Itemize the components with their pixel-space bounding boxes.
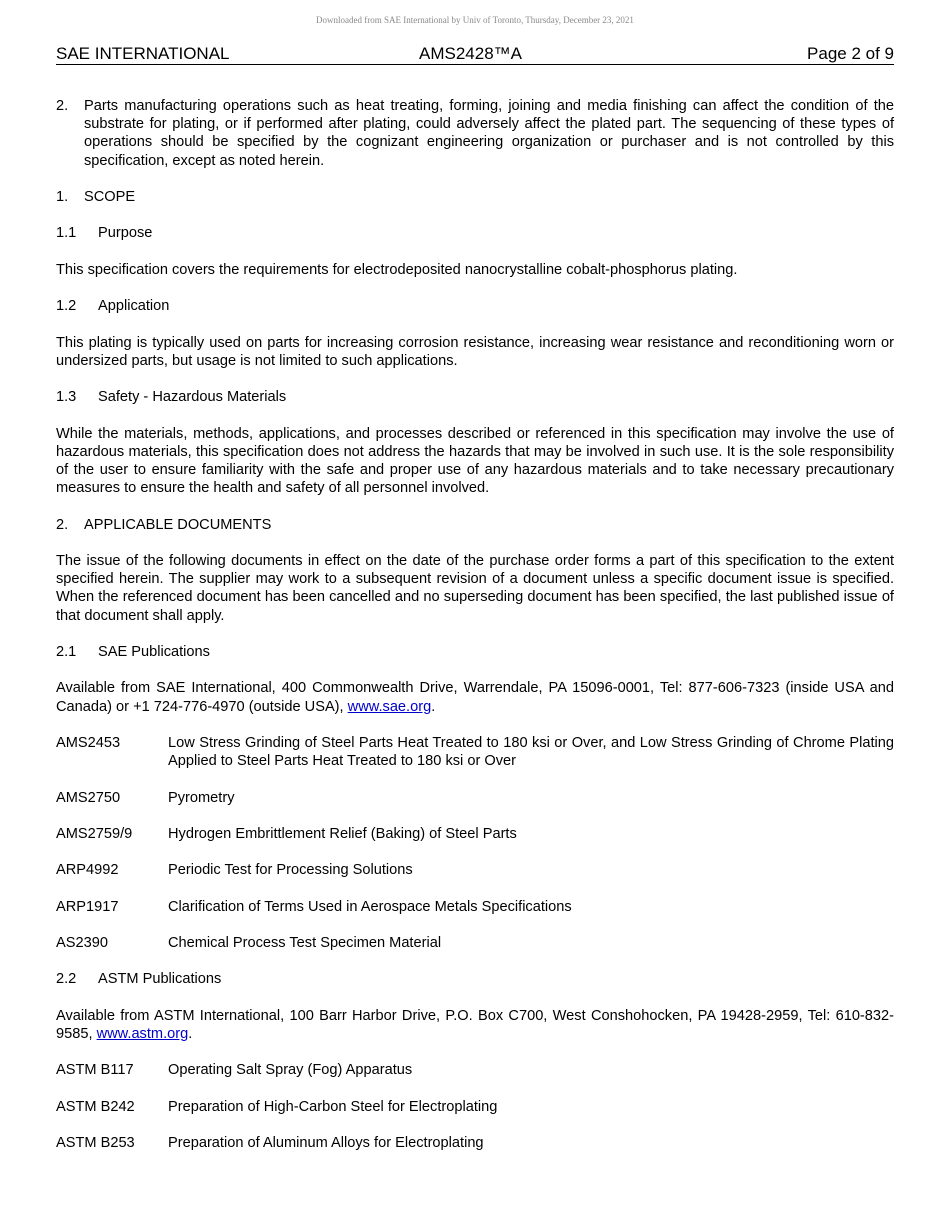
subsection-heading-application — [56, 297, 894, 315]
reference-item — [56, 898, 894, 916]
reference-code: ARP4992 — [56, 862, 119, 879]
note-text: Parts manufacturing operations such as heat treating, forming, joining and media finishing can affect the condition of the substrate for plating, or if performed after plating, could adversely affect the plated part. The sequencing of these types of operations should be specified by the cognizant engineering organization or purchaser and is not controlled by this specification, except as noted herein. — [84, 98, 894, 169]
subsection-heading-purpose — [56, 224, 894, 242]
header-document-number: AMS2428™A — [419, 44, 522, 63]
reference-code: AMS2453 — [56, 734, 121, 751]
note-paragraph — [56, 97, 894, 170]
sae-availability-text: Available from SAE International, 400 Commonwealth Drive, Warrendale, PA 15096-0001, Tel: 877-606-7323 (inside USA and Canada) or +1 724-776-4970 (outside USA), — [56, 680, 894, 715]
section-heading-scope — [56, 188, 894, 206]
header-organization: SAE INTERNATIONAL — [56, 44, 230, 63]
subsection-title: Safety - Hazardous Materials — [98, 389, 287, 406]
reference-code: ASTM B253 — [56, 1135, 135, 1152]
applicable-documents-paragraph: The issue of the following documents in effect on the date of the purchase order forms a part of this specification to the extent specified herein. The supplier may work to a subsequent revision of a document unless a specific document issue is specified. When the referenced document has been cancelled and no superseding document has been specified, the last published issue of that document shall apply. — [56, 552, 894, 624]
reference-title: Preparation of High-Carbon Steel for Electroplating — [168, 1098, 498, 1115]
reference-item — [56, 861, 894, 879]
reference-title: Preparation of Aluminum Alloys for Electroplating — [168, 1135, 484, 1152]
astm-availability-paragraph — [56, 1007, 894, 1043]
subsection-number: 1.3 — [56, 389, 77, 406]
astm-website-link[interactable]: www.astm.org — [96, 1026, 189, 1043]
purpose-paragraph: This specification covers the requirements for electrodeposited nanocrystalline cobalt-phosphorus plating. — [56, 261, 738, 278]
reference-item — [56, 789, 894, 807]
subsection-title: ASTM Publications — [98, 971, 222, 988]
astm-availability-suffix: . — [188, 1026, 193, 1043]
subsection-title: Application — [98, 298, 170, 315]
reference-code: AS2390 — [56, 935, 108, 952]
safety-paragraph: While the materials, methods, applications, and processes described or referenced in this specification may involve the use of hazardous materials, this specification does not address the hazards that may be involved in such use. It is the sole responsibility of the user to ensure familiarity with the safe and proper use of any hazardous materials and to take necessary precautionary measures to ensure the health and safety of all personnel involved. — [56, 425, 894, 497]
section-title: SCOPE — [84, 189, 136, 205]
reference-code: AMS2750 — [56, 789, 121, 806]
reference-title: Pyrometry — [168, 789, 235, 806]
reference-code: ASTM B242 — [56, 1098, 135, 1115]
reference-code: ARP1917 — [56, 898, 119, 915]
reference-item — [56, 825, 894, 843]
download-watermark: Downloaded from SAE International by Univ of Toronto, Thursday, December 23, 2021 — [316, 15, 634, 25]
subsection-number: 2.2 — [56, 971, 77, 988]
document-body — [56, 97, 894, 1171]
page-header — [56, 44, 894, 65]
subsection-heading-sae-publications — [56, 643, 894, 661]
section-number: 2. — [56, 516, 69, 533]
section-number: 1. — [56, 189, 69, 205]
subsection-number: 2.1 — [56, 643, 77, 660]
note-number: 2. — [56, 98, 69, 114]
subsection-title: Purpose — [98, 225, 153, 242]
reference-title: Low Stress Grinding of Steel Parts Heat Treated to 180 ksi or Over, and Low Stress Grinding of Chrome Plating Applied to Steel Parts Heat Treated to 180 ksi or Over — [168, 734, 894, 770]
subsection-title: SAE Publications — [98, 643, 210, 660]
reference-code: ASTM B117 — [56, 1062, 134, 1079]
subsection-number: 1.1 — [56, 225, 77, 242]
reference-item — [56, 1061, 894, 1079]
sae-availability-paragraph — [56, 679, 894, 715]
sae-availability-suffix: . — [431, 698, 436, 715]
sae-website-link[interactable]: www.sae.org — [347, 698, 432, 715]
section-title: APPLICABLE DOCUMENTS — [84, 516, 272, 533]
section-heading-applicable-documents — [56, 516, 894, 534]
subsection-heading-safety — [56, 388, 894, 406]
application-paragraph: This plating is typically used on parts for increasing corrosion resistance, increasing wear resistance and reconditioning worn or undersized parts, but usage is not limited to such applications. — [56, 334, 894, 369]
reference-title: Hydrogen Embrittlement Relief (Baking) of Steel Parts — [168, 825, 517, 842]
reference-item — [56, 1098, 894, 1116]
astm-availability-text: Available from ASTM International, 100 Barr Harbor Drive, P.O. Box C700, West Conshohocken, PA 19428-2959, Tel: 610-832-9585, — [56, 1007, 894, 1043]
reference-title: Chemical Process Test Specimen Material — [168, 935, 442, 952]
subsection-number: 1.2 — [56, 298, 77, 315]
reference-item — [56, 934, 894, 952]
reference-item — [56, 1134, 894, 1152]
subsection-heading-astm-publications — [56, 970, 894, 988]
reference-item — [56, 734, 894, 770]
header-page-number: Page 2 of 9 — [807, 44, 894, 63]
reference-code: AMS2759/9 — [56, 825, 133, 842]
reference-title: Clarification of Terms Used in Aerospace Metals Specifications — [168, 898, 572, 915]
reference-title: Periodic Test for Processing Solutions — [168, 862, 413, 879]
reference-title: Operating Salt Spray (Fog) Apparatus — [168, 1062, 413, 1079]
